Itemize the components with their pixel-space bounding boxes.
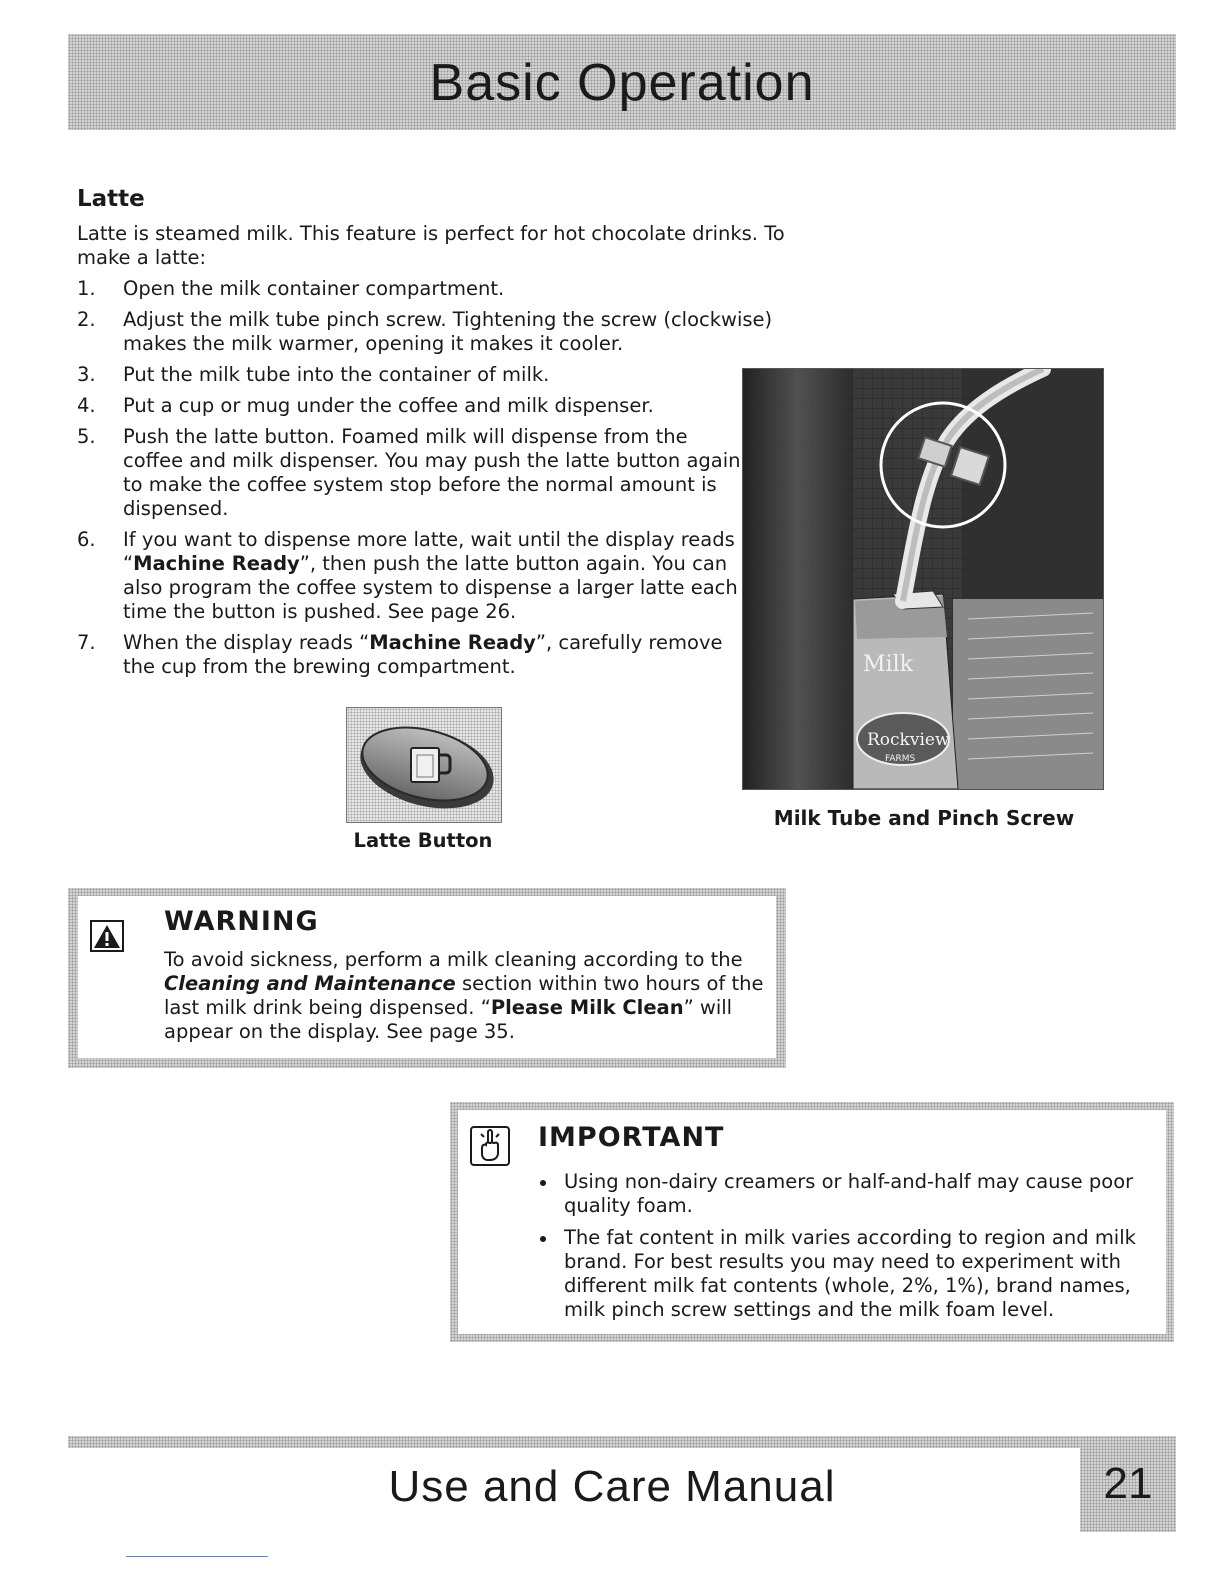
step-number: 7. (77, 631, 96, 654)
step-text-pre: If you want to dispense more latte, wait until the display reads “ (123, 528, 735, 575)
page-number-box (1080, 1436, 1176, 1532)
step-number: 1. (77, 277, 96, 300)
milk-photo-illustration (743, 369, 1103, 789)
steps-list (77, 277, 817, 686)
warning-triangle-icon (90, 920, 124, 952)
step-text: Open the milk container compartment. (123, 277, 505, 300)
list-item (77, 308, 817, 356)
page-number: 21 (1103, 1459, 1153, 1508)
step-text-pre: When the display reads “ (123, 631, 370, 654)
warning-text-part: To avoid sickness, perform a milk cleaning according to the (164, 948, 743, 971)
step-text-bold: Machine Ready (133, 552, 300, 575)
footer-title: Use and Care Manual (388, 1462, 836, 1511)
important-list (538, 1170, 1160, 1330)
warning-text-part: section within two hours of the last milk drink being dispensed. “ (164, 972, 764, 1019)
warning-box (68, 888, 786, 1068)
warning-title: WARNING (164, 906, 319, 937)
step-text: Adjust the milk tube pinch screw. Tightening the screw (clockwise) makes the milk warmer, opening it makes it cooler. (123, 308, 773, 355)
pointing-hand-icon (470, 1126, 510, 1166)
milk-tube-photo (742, 368, 1104, 790)
list-item (77, 528, 743, 624)
step-number: 5. (77, 425, 96, 448)
page-title: Basic Operation (429, 54, 815, 112)
step-text-post: ”, carefully remove the cup from the brewing compartment. (123, 631, 723, 678)
list-item (77, 425, 743, 521)
step-text-bold: Machine Ready (369, 631, 536, 654)
step-text: Put the milk tube into the container of milk. (123, 363, 550, 386)
step-text-post: ”, then push the latte button again. You can also program the coffee system to dispense a larger latte each time the button is pushed. See page 26. (123, 552, 738, 623)
carton-milk-label: Milk (863, 652, 913, 677)
list-item (77, 631, 743, 679)
list-item: Using non-dairy creamers or half-and-half may cause poor quality foam. (538, 1170, 1160, 1218)
header-band (68, 34, 1176, 130)
step-number: 4. (77, 394, 96, 417)
important-title: IMPORTANT (538, 1122, 725, 1153)
step-number: 6. (77, 528, 96, 551)
section-heading: Latte (77, 186, 145, 212)
latte-button-image (346, 707, 502, 823)
important-box (450, 1102, 1174, 1342)
footer-band (68, 1436, 1176, 1448)
list-item: The fat content in milk varies according to region and milk brand. For best results you may need to experiment with different milk fat contents (whole, 2%, 1%), brand names, milk pinch screw settings and the milk foam level. (538, 1226, 1160, 1322)
milk-photo-caption: Milk Tube and Pinch Screw (773, 806, 1075, 830)
step-number: 3. (77, 363, 96, 386)
intro-paragraph: Latte is steamed milk. This feature is perfect for hot chocolate drinks. To make a latte: (77, 222, 785, 269)
list-item (77, 363, 743, 387)
carton-brand-label: Rockview (867, 730, 950, 750)
warning-text (164, 948, 784, 1044)
step-number: 2. (77, 308, 96, 331)
list-item (77, 394, 743, 418)
warning-text-part: ” will appear on the display. See page 35. (164, 996, 733, 1043)
important-content (458, 1110, 1166, 1334)
warning-content (78, 896, 776, 1058)
bottom-rule (126, 1556, 268, 1557)
warning-section-reference: Cleaning and Maintenance (164, 972, 456, 995)
warning-display-message: Please Milk Clean (490, 996, 684, 1019)
mug-icon (347, 708, 501, 822)
latte-button-caption: Latte Button (353, 829, 493, 852)
step-text: Push the latte button. Foamed milk will dispense from the coffee and milk dispenser. You may push the latte button again to make the coffee system stop before the normal amount is dispensed. (123, 425, 741, 520)
list-item (77, 277, 817, 301)
carton-brand-sublabel: FARMS (885, 754, 916, 764)
step-text: Put a cup or mug under the coffee and milk dispenser. (123, 394, 654, 417)
